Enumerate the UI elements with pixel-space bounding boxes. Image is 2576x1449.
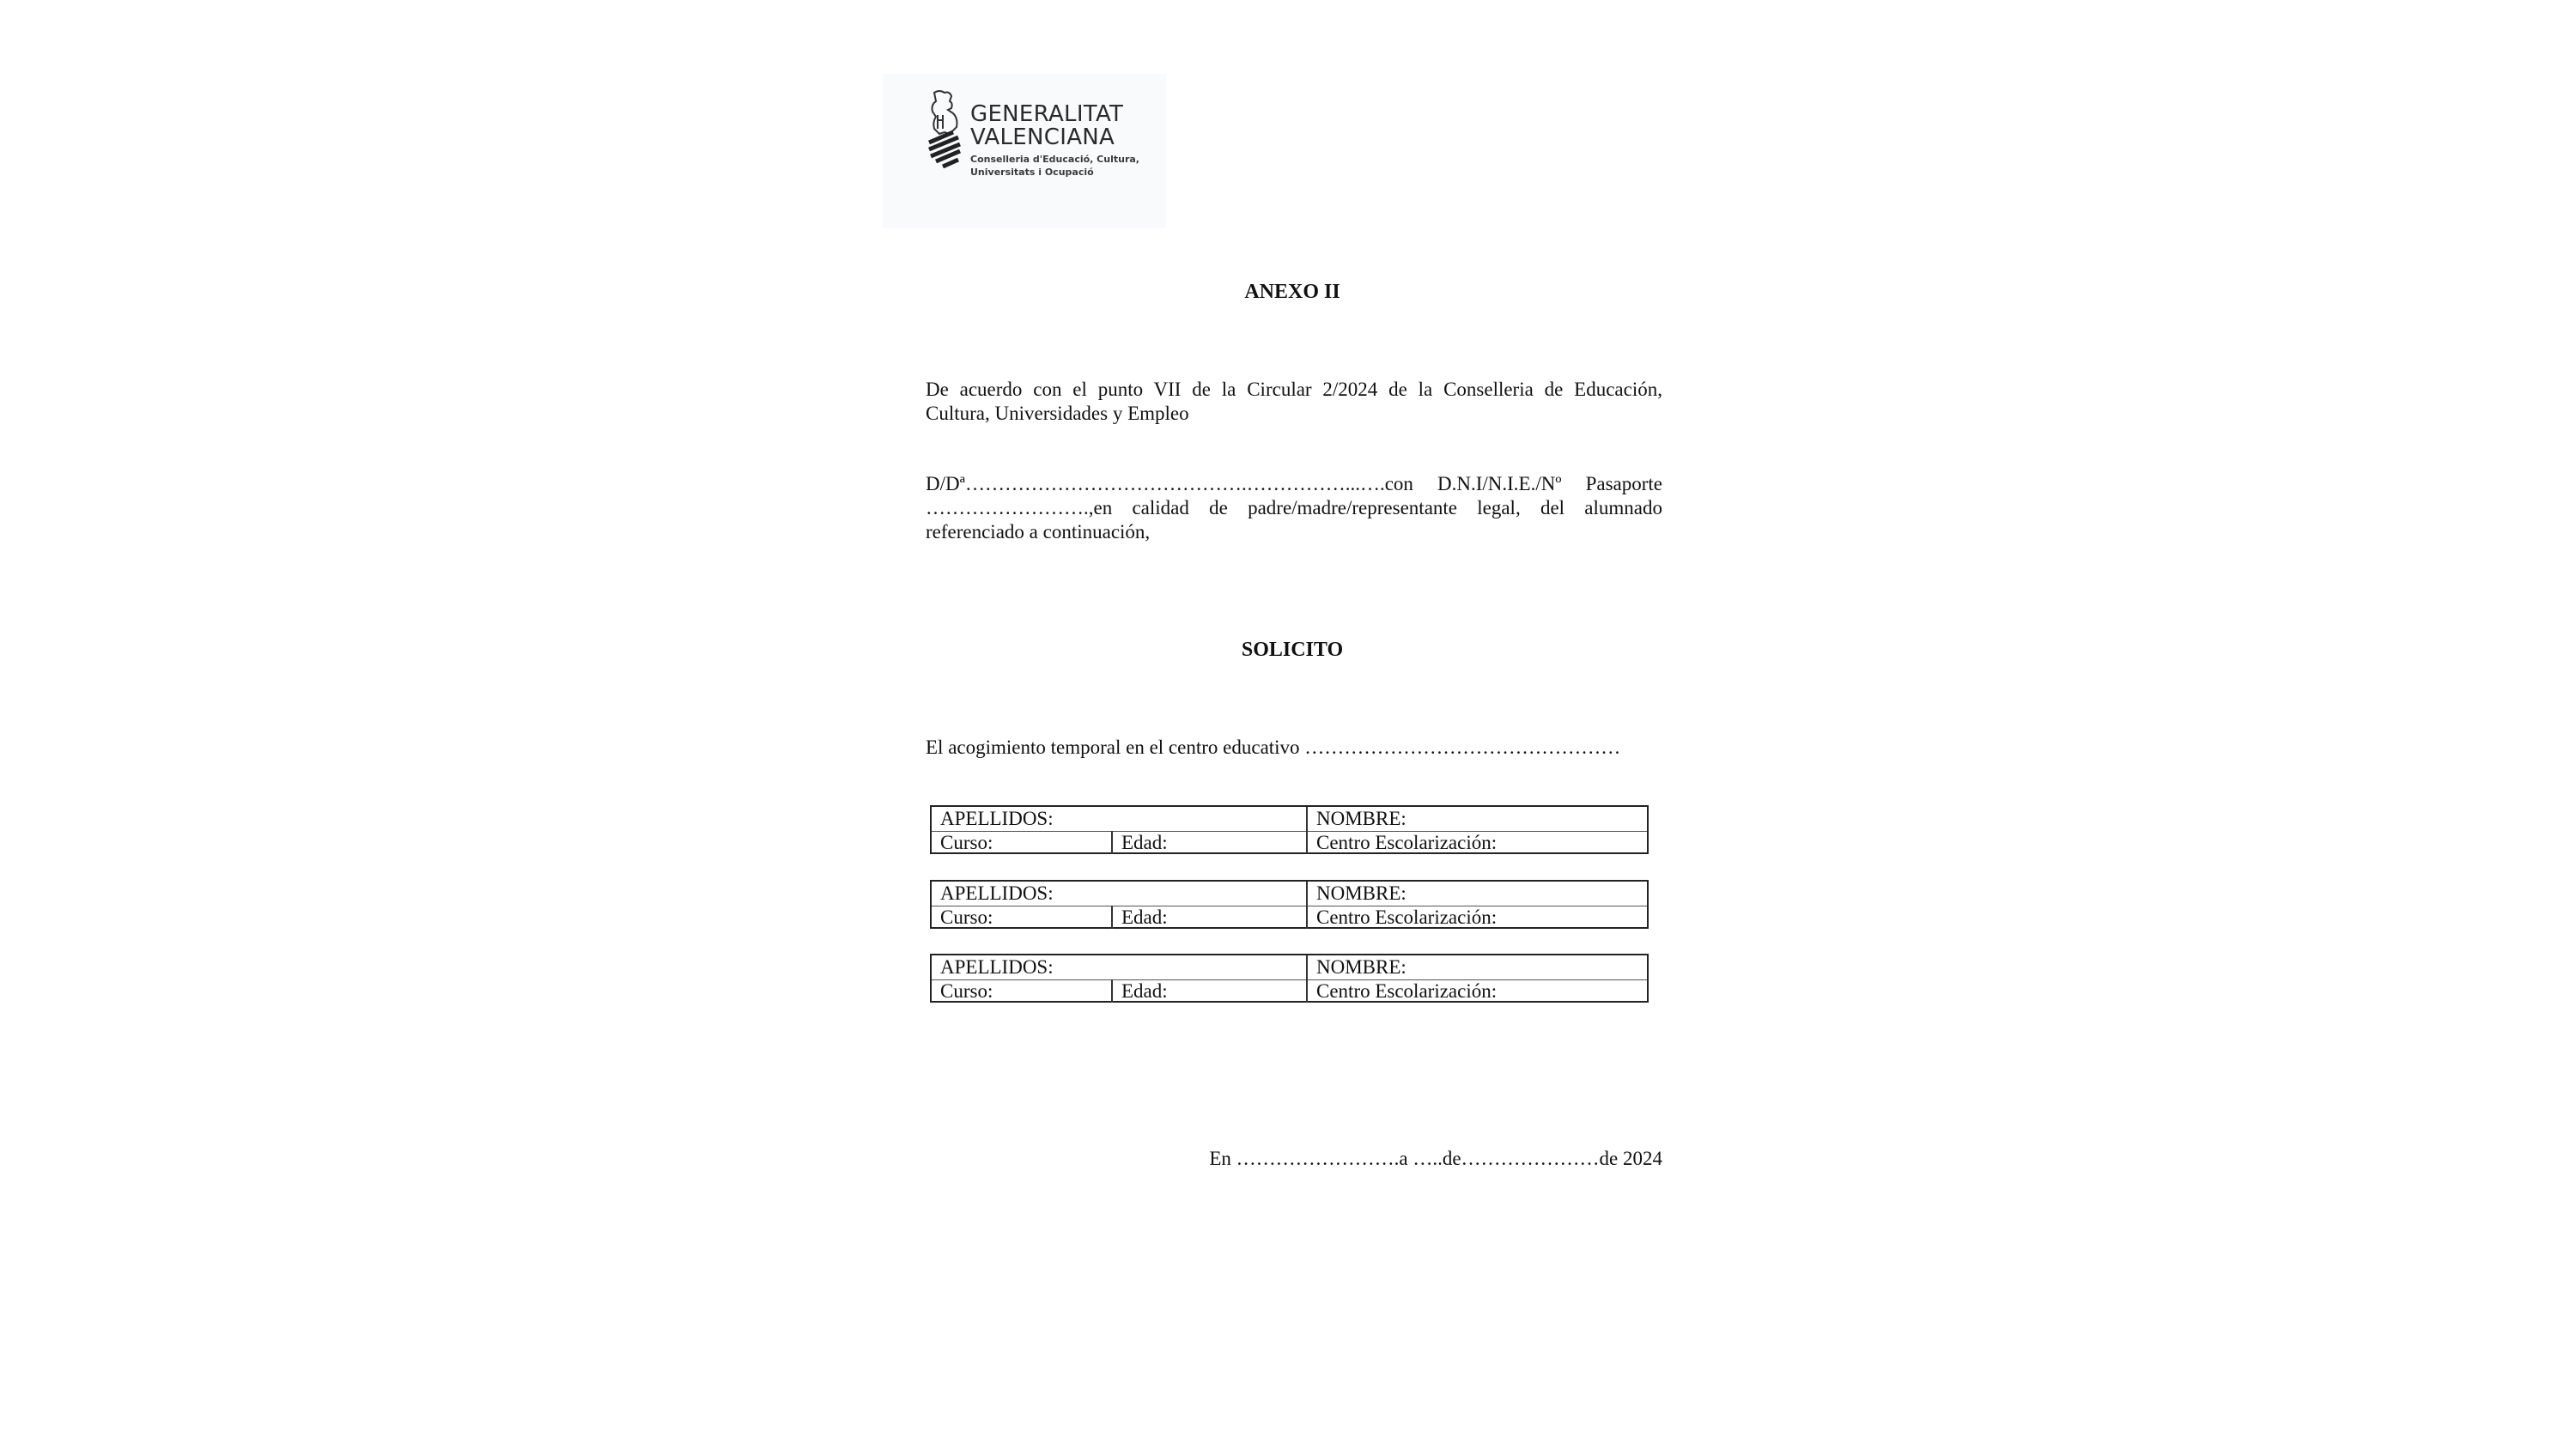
applicant-line-3: referenciado a continuación, (926, 521, 1151, 543)
applicant-paragraph (926, 472, 1662, 544)
student-row-names (932, 807, 1647, 832)
centro-escolarizacion-field[interactable]: Centro Escolarización: (1306, 979, 1647, 1003)
centro-escolarizacion-field[interactable]: Centro Escolarización: (1306, 831, 1647, 854)
generalitat-valenciana-logo (883, 74, 1166, 228)
student-table-2 (930, 880, 1649, 929)
date-place-line: En …………………….a …..de…………………de 2024 (1209, 1148, 1662, 1169)
student-row-names (932, 955, 1647, 980)
student-row-details (932, 831, 1647, 854)
logo-title-line1: GENERALITAT (970, 101, 1124, 127)
intro-line-2: Cultura, Universidades y Empleo (926, 403, 1189, 424)
logo-subtitle (970, 153, 1139, 179)
student-row-names (932, 882, 1647, 906)
intro-paragraph (926, 378, 1662, 426)
apellidos-field[interactable]: APELLIDOS: (940, 808, 1054, 829)
edad-field[interactable]: Edad: (1111, 831, 1306, 854)
logo-title (970, 103, 1123, 149)
logo-subtitle-line2: Universitats i Ocupació (970, 167, 1094, 178)
student-table-3 (930, 954, 1649, 1003)
curso-field[interactable]: Curso: (940, 832, 993, 853)
nombre-field[interactable]: NOMBRE: (1306, 882, 1647, 906)
logo-title-line2: VALENCIANA (970, 124, 1115, 150)
request-title: SOLICITO (1241, 639, 1344, 661)
apellidos-field[interactable]: APELLIDOS: (940, 882, 1054, 904)
nombre-field[interactable]: NOMBRE: (1306, 955, 1647, 979)
request-text: El acogimiento temporal en el centro educativo ………………………………………… (926, 737, 1621, 758)
curso-field[interactable]: Curso: (940, 980, 993, 1002)
applicant-line-2: …………………….,en calidad de padre/madre/representante legal, del alumnado (926, 497, 1662, 518)
student-row-details (932, 979, 1647, 1003)
edad-field[interactable]: Edad: (1111, 979, 1306, 1003)
coat-of-arms-icon (927, 89, 962, 168)
nombre-field[interactable]: NOMBRE: (1306, 807, 1647, 831)
curso-field[interactable]: Curso: (940, 906, 993, 928)
student-table-1 (930, 805, 1649, 854)
apellidos-field[interactable]: APELLIDOS: (940, 956, 1054, 978)
centro-escolarizacion-field[interactable]: Centro Escolarización: (1306, 906, 1647, 929)
edad-field[interactable]: Edad: (1111, 906, 1306, 929)
student-row-details (932, 906, 1647, 929)
logo-subtitle-line1: Conselleria d'Educació, Cultura, (970, 154, 1139, 165)
annex-title: ANEXO II (1244, 281, 1340, 303)
intro-line-1: De acuerdo con el punto VII de la Circular 2/2024 de la Conselleria de Educación, (926, 379, 1662, 400)
applicant-line-1: D/Dª…………………………………….……………...….con D.N.I/N.I.E./Nº Pasaporte (926, 473, 1662, 494)
